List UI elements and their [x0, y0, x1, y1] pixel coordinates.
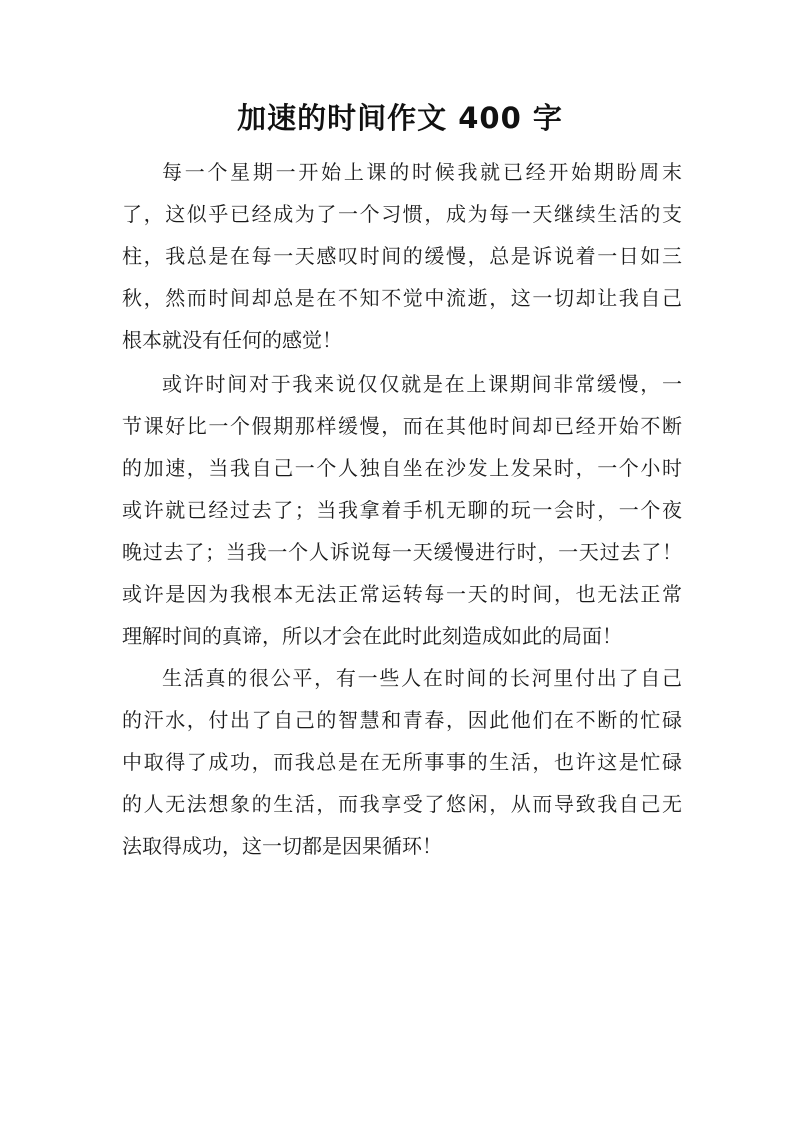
paragraph-2-line-4: 或许就已经过去了；当我拿着手机无聊的玩一会时，一个夜	[122, 498, 682, 522]
paragraph-1-line-4: 秋，然而时间却总是在不知不觉中流逝，这一切却让我自己	[122, 286, 682, 310]
document-title: 加速的时间作文 400 字	[237, 101, 563, 135]
paragraph-1-line-3: 柱，我总是在每一天感叹时间的缓慢，总是诉说着一日如三	[122, 244, 682, 268]
paragraph-2-line-2: 节课好比一个假期那样缓慢，而在其他时间却已经开始不断	[122, 414, 682, 438]
paragraph-2-line-1: 或许时间对于我来说仅仅就是在上课期间非常缓慢，一	[162, 372, 682, 396]
paragraph-3-line-5: 法取得成功，这一切都是因果循环！	[122, 834, 442, 858]
paragraph-2-line-7: 理解时间的真谛，所以才会在此时此刻造成如此的局面！	[122, 624, 622, 648]
paragraph-3-line-1: 生活真的很公平，有一些人在时间的长河里付出了自己	[162, 666, 682, 690]
paragraph-2-line-3: 的加速，当我自己一个人独自坐在沙发上发呆时，一个小时	[122, 456, 682, 480]
paragraph-2-line-5: 晚过去了；当我一个人诉说每一天缓慢进行时，一天过去了！	[122, 540, 682, 564]
paragraph-1-line-2: 了，这似乎已经成为了一个习惯，成为每一天继续生活的支	[122, 202, 682, 226]
paragraph-1-line-1: 每一个星期一开始上课的时候我就已经开始期盼周末	[162, 160, 682, 184]
paragraph-3-line-2: 的汗水，付出了自己的智慧和青春，因此他们在不断的忙碌	[122, 708, 682, 732]
paragraph-2-line-6: 或许是因为我根本无法正常运转每一天的时间，也无法正常	[122, 582, 682, 606]
paragraph-3-line-3: 中取得了成功，而我总是在无所事事的生活，也许这是忙碌	[122, 750, 682, 774]
paragraph-3-line-4: 的人无法想象的生活，而我享受了悠闲，从而导致我自己无	[122, 792, 682, 816]
paragraph-1-line-5: 根本就没有任何的感觉！	[122, 328, 342, 352]
